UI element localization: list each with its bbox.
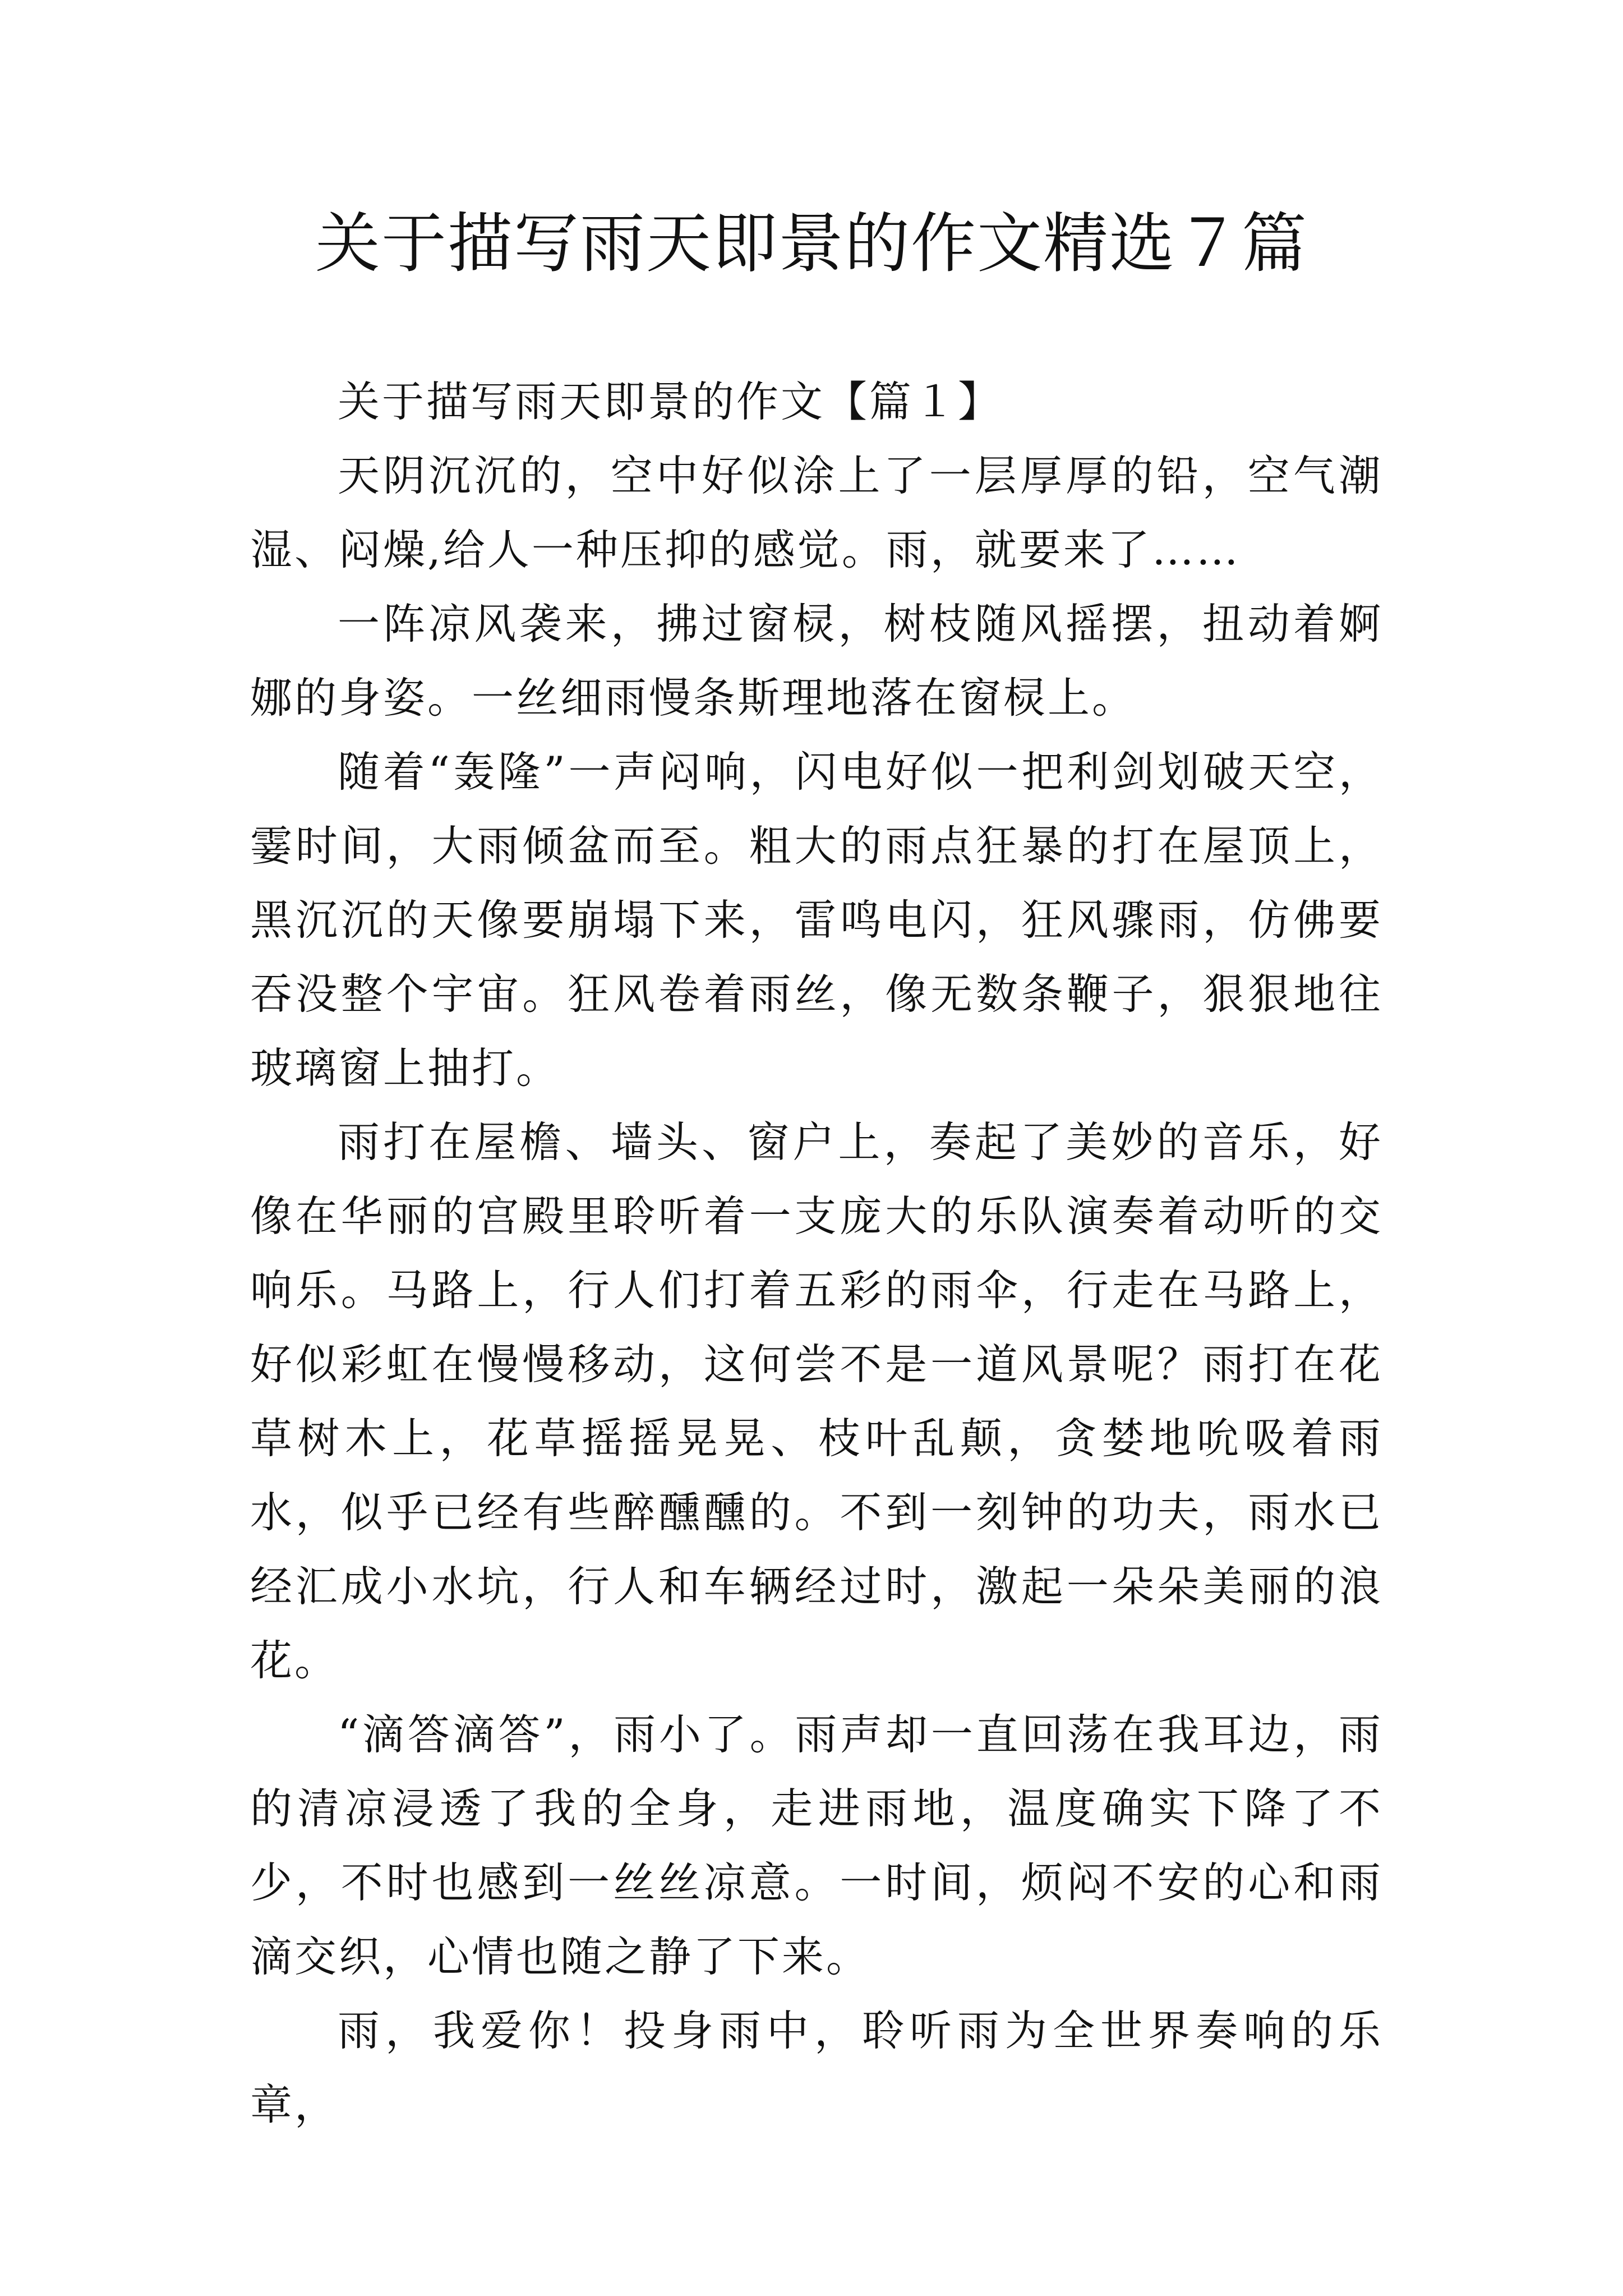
paragraph: 雨，我爱你！投身雨中，聆听雨为全世界奏响的乐章， [250,2006,1383,2129]
paragraph: 一阵凉风袭来，拂过窗棂，树枝随风摇摆，扭动着婀娜的身姿。一丝细雨慢条斯理地落在窗棂上。 [250,599,1383,723]
paragraph: 天阴沉沉的，空中好似涂上了一层厚厚的铅，空气潮湿、闷燥,给人一种压抑的感觉。雨，就要来了…… [250,451,1383,574]
document-title: 关于描写雨天即景的作文精选７篇 [315,206,1308,282]
document-body [250,365,1383,2142]
paragraph: 随着“轰隆”一声闷响，闪电好似一把利剑划破天空，霎时间，大雨倾盆而至。粗大的雨点狂暴的打在屋顶上，黑沉沉的天像要崩塌下来，雷鸣电闪，狂风骤雨，仿佛要吞没整个宇宙。狂风卷着雨丝，像无数条鞭子，狠狠地往玻璃窗上抽打。 [250,747,1383,1093]
paragraph: 雨打在屋檐、墙头、窗户上，奏起了美妙的音乐，好像在华丽的宫殿里聆听着一支庞大的乐队演奏着动听的交响乐。马路上，行人们打着五彩的雨伞，行走在马路上，好似彩虹在慢慢移动，这何尝不是一道风景呢？雨打在花草树木上，花草摇摇晃晃、枝叶乱颠，贪婪地吮吸着雨水，似乎已经有些醉醺醺的。不到一刻钟的功夫，雨水已经汇成小水坑，行人和车辆经过时，激起一朵朵美丽的浪花。 [250,1117,1383,1685]
paragraph: “滴答滴答”，雨小了。雨声却一直回荡在我耳边，雨的清凉浸透了我的全身，走进雨地，温度确实下降了不少，不时也感到一丝丝凉意。一时间，烦闷不安的心和雨滴交织，心情也随之静了下来。 [250,1710,1383,1981]
section-heading: 关于描写雨天即景的作文【篇１】 [338,377,1003,426]
